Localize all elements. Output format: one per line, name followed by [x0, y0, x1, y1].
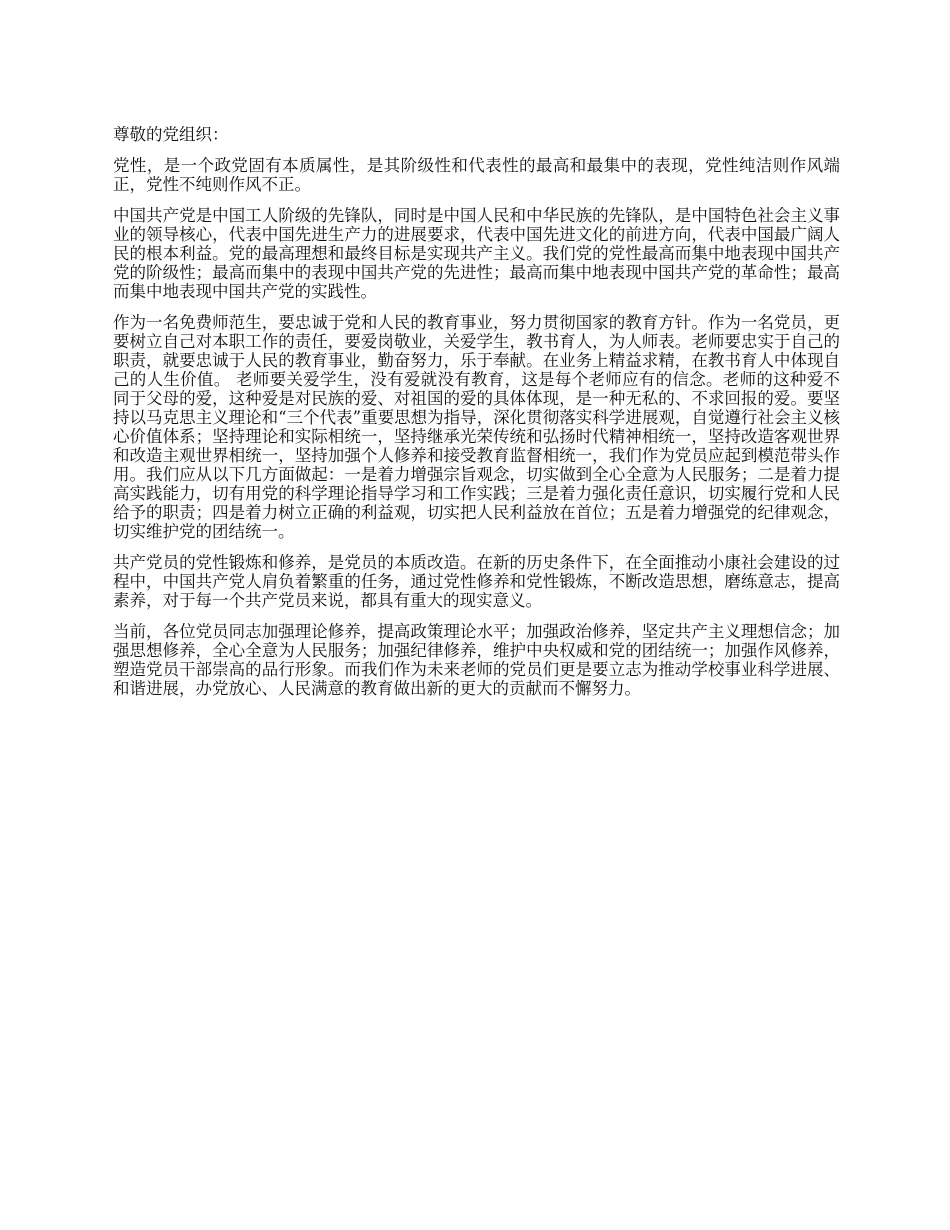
paragraph-teacher-duty: 作为一名免费师范生，要忠诚于党和人民的教育事业，努力贯彻国家的教育方针。作为一名党员，更要树立自己对本职工作的责任，要爱岗敬业，关爱学生，教书育人，为人师表。老师要忠实于自己的职责，就要忠诚于人民的教育事业，勤奋努力，乐于奉献。在业务上精益求精，在教书育人中体现自己的人生价值。 老师要关爱学生，没有爱就没有教育，这是每个老师应有的信念。老师的这种爱不同于父母的爱，这种爱是对民族的爱、对祖国的爱的具体体现，是一种无私的、不求回报的爱。要坚持以马克思主义理论和“三个代表”重要思想为指导，深化贯彻落实科学进展观，自觉遵行社会主义核心价值体系；坚持理论和实际相统一，坚持继承光荣传统和弘扬时代精神相统一，坚持改造客观世界和改造主观世界相统一，坚持加强个人修养和接受教育监督相统一，我们作为党员应起到模范带头作用。我们应从以下几方面做起：一是着力增强宗旨观念，切实做到全心全意为人民服务；二是着力提高实践能力，切有用党的科学理论指导学习和工作实践；三是着力强化责任意识，切实履行党和人民给予的职责；四是着力树立正确的利益观，切实把人民利益放在首位；五是着力增强党的纪律观念，切实维护党的团结统一。 — [113, 313, 840, 541]
salutation: 尊敬的党组织： — [113, 125, 229, 144]
document-page — [113, 125, 840, 710]
paragraph-self-cultivation: 共产党员的党性锻炼和修养，是党员的本质改造。在新的历史条件下，在全面推动小康社会建设的过程中，中国共产党人肩负着繁重的任务，通过党性修养和党性锻炼，不断改造思想，磨练意志，提高素养，对于每一个共产党员来说，都具有重大的现实意义。 — [113, 553, 840, 610]
paragraph-party-nature: 中国共产党是中国工人阶级的先锋队，同时是中国人民和中华民族的先锋队，是中国特色社会主义事业的领导核心，代表中国先进生产力的进展要求，代表中国先进文化的前进方向，代表中国最广阔人民的根本利益。党的最高理想和最终目标是实现共产主义。我们党的党性最高而集中地表现中国共产党的阶级性；最高而集中的表现中国共产党的先进性；最高而集中地表现中国共产党的革命性；最高而集中地表现中国共产党的实践性。 — [113, 206, 840, 301]
paragraph-party-spirit-definition: 党性，是一个政党固有本质属性，是其阶级性和代表性的最高和最集中的表现，党性纯洁则作风端正，党性不纯则作风不正。 — [113, 156, 840, 194]
paragraph-conclusion: 当前，各位党员同志加强理论修养，提高政策理论水平；加强政治修养，坚定共产主义理想信念；加强思想修养，全心全意为人民服务；加强纪律修养，维护中央权威和党的团结统一；加强作风修养，塑造党员干部崇高的品行形象。而我们作为未来老师的党员们更是要立志为推动学校事业科学进展、和谐进展，办党放心、人民满意的教育做出新的更大的贡献而不懈努力。 — [113, 622, 840, 698]
